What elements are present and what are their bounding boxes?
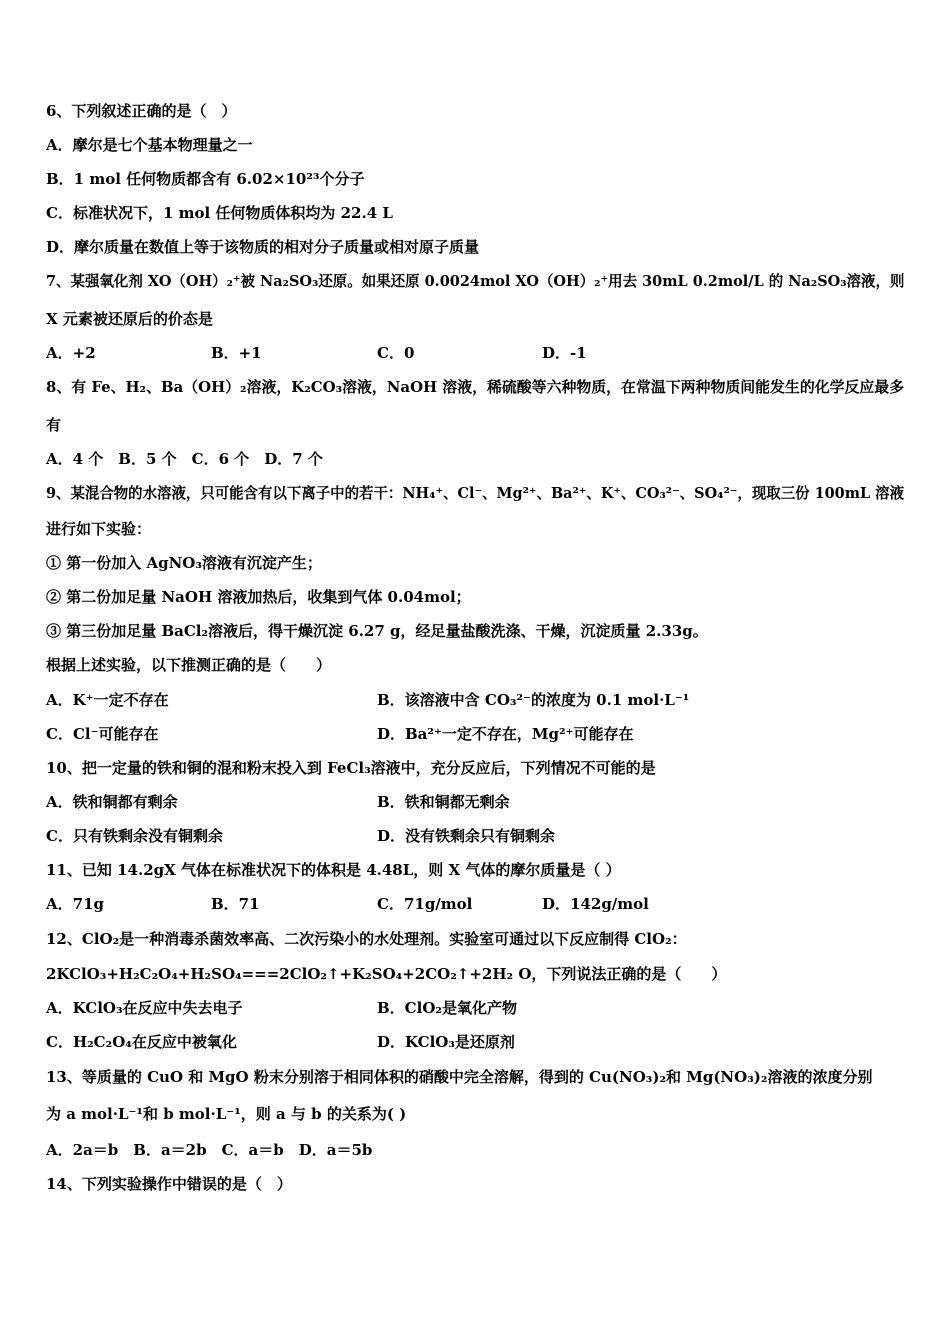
q9-option-d: D．Ba²⁺一定不存在，Mg²⁺可能存在 (377, 725, 634, 743)
q9-experiment-3: ③ 第三份加足量 BaCl₂溶液后，得干燥沉淀 6.27 g，经足量盐酸洗涤、干燥，沉淀质量 2.33g。 (46, 622, 708, 640)
q12-option-d: D．KClO₃是还原剂 (377, 1033, 515, 1051)
q10-option-a: A．铁和铜都有剩余 (46, 793, 178, 811)
q11-option-b: B．71 (211, 895, 260, 913)
q13-stem-line1: 13、等质量的 CuO 和 MgO 粉末分别溶于相同体积的硝酸中完全溶解，得到的 Cu(NO₃)₂和 Mg(NO₃)₂溶液的浓度分别 (46, 1068, 873, 1086)
q6-option-a: A．摩尔是七个基本物理量之一 (46, 136, 253, 154)
q12-stem-line1: 12、ClO₂是一种消毒杀菌效率高、二次污染小的水处理剂。实验室可通过以下反应制得 ClO₂： (46, 930, 687, 948)
q6-option-c: C．标准状况下，1 mol 任何物质体积均为 22.4 L (46, 204, 393, 222)
q12-stem-line2: 2KClO₃+H₂C₂O₄+H₂SO₄===2ClO₂↑+K₂SO₄+2CO₂↑+2H₂ O，下列说法正确的是（ ） (46, 965, 727, 983)
q7-option-d: D．-1 (542, 344, 587, 362)
q7-option-b: B．+1 (211, 344, 262, 362)
q6-option-d: D．摩尔质量在数值上等于该物质的相对分子质量或相对原子质量 (46, 238, 480, 256)
q8-options: A．4 个 B．5 个 C．6 个 D．7 个 (46, 450, 323, 468)
q8-stem-line1: 8、有 Fe、H₂、Ba（OH）₂溶液，K₂CO₃溶液，NaOH 溶液，稀硫酸等六种物质，在常温下两种物质间能发生的化学反应最多 (46, 378, 905, 396)
q9-experiment-1: ① 第一份加入 AgNO₃溶液有沉淀产生； (46, 554, 322, 572)
q12-option-a: A．KClO₃在反应中失去电子 (46, 999, 243, 1017)
q12-option-c: C．H₂C₂O₄在反应中被氧化 (46, 1033, 237, 1051)
q9-stem-line1: 9、某混合物的水溶液，只可能含有以下离子中的若干：NH₄⁺、Cl⁻、Mg²⁺、Ba²⁺、K⁺、CO₃²⁻、SO₄²⁻，现取三份 100mL 溶液 (46, 484, 904, 502)
q9-experiment-2: ② 第二份加足量 NaOH 溶液加热后，收集到气体 0.04mol； (46, 588, 471, 606)
q9-option-b: B．该溶液中含 CO₃²⁻的浓度为 0.1 mol·L⁻¹ (377, 691, 690, 709)
q13-options: A．2a＝b B．a＝2b C．a＝b D．a＝5b (46, 1141, 373, 1159)
q9-option-a: A．K⁺一定不存在 (46, 691, 169, 709)
q10-option-d: D．没有铁剩余只有铜剩余 (377, 827, 556, 845)
q9-stem-line2: 进行如下实验： (46, 520, 152, 538)
q10-option-c: C．只有铁剩余没有铜剩余 (46, 827, 223, 845)
q7-stem-line2: X 元素被还原后的价态是 (46, 310, 213, 328)
q6-option-b: B．1 mol 任何物质都含有 6.02×10²³个分子 (46, 170, 365, 188)
q10-option-b: B．铁和铜都无剩余 (377, 793, 510, 811)
q11-stem: 11、已知 14.2gX 气体在标准状况下的体积是 4.48L，则 X 气体的摩尔质量是（ ） (46, 861, 621, 879)
q6-stem: 6、下列叙述正确的是（ ） (46, 102, 237, 120)
q10-stem: 10、把一定量的铁和铜的混和粉末投入到 FeCl₃溶液中，充分反应后，下列情况不可能的是 (46, 759, 656, 777)
q9-option-c: C．Cl⁻可能存在 (46, 725, 159, 743)
q13-stem-line2: 为 a mol·L⁻¹和 b mol·L⁻¹，则 a 与 b 的关系为( ) (46, 1105, 407, 1123)
q7-stem-line1: 7、某强氧化剂 XO（OH）₂⁺被 Na₂SO₃还原。如果还原 0.0024mol XO（OH）₂⁺用去 30mL 0.2mol/L 的 Na₂SO₃溶液，则 (46, 272, 905, 290)
q12-option-b: B．ClO₂是氧化产物 (377, 999, 517, 1017)
q7-option-c: C．0 (377, 344, 415, 362)
q9-question: 根据上述实验，以下推测正确的是（ ） (46, 656, 332, 674)
q14-stem: 14、下列实验操作中错误的是（ ） (46, 1175, 292, 1193)
q11-option-a: A．71g (46, 895, 105, 913)
q11-option-c: C．71g/mol (377, 895, 473, 913)
q11-option-d: D．142g/mol (542, 895, 649, 913)
q7-option-a: A．+2 (46, 344, 96, 362)
q8-stem-line2: 有 (46, 416, 62, 434)
